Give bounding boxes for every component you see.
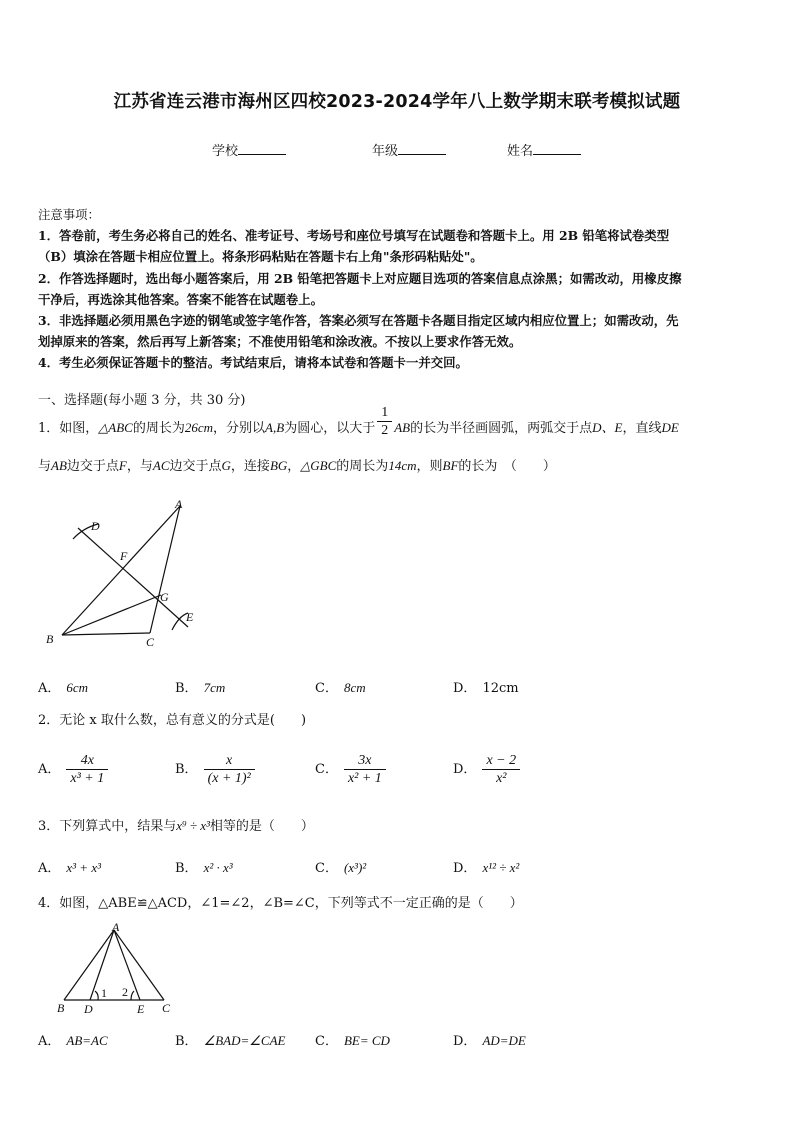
q1-text: 1．如图， — [38, 421, 99, 436]
q3-expression: x⁹ ÷ x³ — [176, 818, 210, 833]
q1-points: D、E — [592, 420, 623, 435]
option-text: (x³)² — [343, 860, 367, 875]
q1-text: ，与 — [126, 459, 153, 474]
option-fraction — [344, 752, 386, 787]
q1-perimeter: 26cm — [184, 420, 214, 435]
school-blank[interactable] — [238, 142, 286, 155]
notes-heading: 注意事项： — [38, 207, 100, 222]
q1-option-d[interactable] — [453, 677, 519, 696]
option-label: A． — [38, 861, 61, 876]
q4-option-a[interactable] — [38, 1030, 108, 1049]
option-text: AB=AC — [66, 1033, 108, 1048]
fraction-numerator: x − 2 — [486, 753, 517, 768]
school-label: 学校 — [212, 144, 239, 159]
angle-1-arc — [95, 991, 98, 1000]
angle-2-arc — [131, 991, 134, 1000]
label-a: A — [175, 497, 183, 511]
option-text: 7cm — [203, 680, 226, 695]
option-label: C． — [315, 681, 338, 696]
label-f: F — [120, 549, 128, 563]
fraction-numerator: 1 — [381, 405, 389, 420]
q4-triangle-figure — [52, 920, 182, 1020]
name-blank[interactable] — [533, 142, 581, 155]
q1-text: 为圆心，以大于 — [284, 421, 376, 436]
option-text: BE= CD — [343, 1033, 390, 1048]
q4-option-c[interactable] — [315, 1030, 390, 1049]
q1-option-c[interactable] — [315, 677, 366, 696]
fraction-denominator: (x + 1)² — [204, 769, 255, 787]
option-text: 6cm — [66, 680, 89, 695]
option-label: D． — [453, 1034, 477, 1049]
label-c: C — [146, 635, 155, 649]
label-e: E — [186, 610, 194, 624]
option-text: x³ + x³ — [66, 860, 101, 875]
q1-point: F — [118, 458, 127, 473]
note-1b: （B）填涂在答题卡相应位置上。将条形码粘贴在答题卡右上角"条形码粘贴处"。 — [38, 249, 483, 265]
q1-text: ，则 — [416, 459, 443, 474]
q1-option-a[interactable] — [38, 677, 88, 696]
fraction-denominator: x² + 1 — [344, 769, 386, 787]
q1-text: ，连接 — [230, 459, 270, 474]
fraction-numerator: x — [226, 753, 233, 768]
option-fraction — [204, 752, 255, 787]
q1-segment: BF — [442, 458, 459, 473]
q1-line1 — [38, 405, 679, 439]
q1-option-b[interactable] — [175, 677, 225, 696]
line-bc — [62, 633, 150, 635]
q1-half-fraction — [377, 404, 392, 439]
label-a: A — [112, 920, 120, 934]
note-3b: 划掉原来的答案，然后再写上新答案；不准使用铅笔和涂改液。不按以上要求作答无效。 — [38, 334, 522, 350]
q2-option-b[interactable] — [175, 752, 255, 787]
q1-line2 — [38, 456, 556, 477]
q1-text: 边交于点 — [169, 459, 222, 474]
option-label: B． — [175, 681, 198, 696]
page-title: 江苏省连云港市海州区四校2023-2024学年八上数学期末联考模拟试题 — [113, 92, 681, 112]
q2-stem: 2．无论 x 取什么数，总有意义的分式是( ) — [38, 713, 307, 728]
option-label: C． — [315, 762, 338, 777]
q3-option-d[interactable] — [453, 857, 519, 876]
option-text: AD=DE — [482, 1033, 526, 1048]
note-4: 4．考生必须保证答题卡的整洁。考试结束后，请将本试卷和答题卡一并交回。 — [38, 355, 468, 371]
fraction-numerator: 3x — [358, 753, 372, 768]
fraction-numerator: 4x — [80, 753, 94, 768]
option-label: A． — [38, 681, 61, 696]
note-2b: 干净后，再选涂其他答案。答案不能答在试题卷上。 — [38, 291, 323, 307]
option-text: 8cm — [343, 680, 366, 695]
q1-segment: AB — [51, 458, 67, 473]
q1-triangle-figure — [38, 492, 208, 657]
q1-segment: AB — [394, 420, 411, 435]
q1-point: G — [221, 458, 231, 473]
label-g: G — [160, 590, 169, 604]
grade-field[interactable] — [372, 140, 446, 159]
line-ac — [150, 506, 180, 633]
q4-option-b[interactable] — [175, 1030, 285, 1049]
q1-text: 的长为半径画圆弧，两弧交于点 — [410, 421, 593, 436]
note-1a: 1．答卷前，考生务必将自己的姓名、准考证号、考场号和座位号填写在试题卷和答题卡上。用 2B 铅笔将试卷类型 — [38, 228, 670, 244]
q1-text: ，分别以 — [213, 421, 266, 436]
line-bg — [62, 595, 161, 635]
option-label: B． — [175, 861, 198, 876]
grade-blank[interactable] — [398, 142, 446, 155]
q3-text: 3．下列算式中，结果与 — [38, 819, 177, 834]
label-b: B — [57, 1001, 65, 1015]
option-text: ∠BAD=∠CAE — [203, 1033, 286, 1048]
q1-text: 的长为 （ ） — [458, 459, 556, 474]
option-label: B． — [175, 762, 198, 777]
line-ab — [62, 506, 180, 635]
q1-segment: BG — [269, 458, 288, 473]
label-e: E — [137, 1002, 145, 1016]
school-field[interactable] — [212, 140, 286, 159]
q2-option-d[interactable] — [453, 752, 520, 787]
option-fraction — [482, 752, 520, 787]
label-c: C — [162, 1001, 171, 1015]
q3-option-b[interactable] — [175, 857, 233, 876]
label-b: B — [46, 632, 54, 646]
q2-option-a[interactable] — [38, 752, 108, 787]
label-d: D — [84, 1002, 93, 1016]
q3-option-c[interactable] — [315, 857, 366, 876]
q1-text: 的周长为 — [336, 459, 389, 474]
q3-stem — [38, 816, 314, 837]
option-label: D． — [453, 762, 477, 777]
option-label: C． — [315, 1034, 338, 1049]
option-label: A． — [38, 1034, 61, 1049]
q2-option-c[interactable] — [315, 752, 386, 787]
q1-segment: AC — [152, 458, 170, 473]
option-label: D． — [453, 681, 477, 696]
notes-block — [38, 204, 760, 374]
note-3a: 3．非选择题必须用黑色字迹的钢笔或签字笔作答，答案必须写在答题卡各题目指定区域内相应位置上；如需改动，先 — [38, 313, 679, 329]
grade-label: 年级 — [372, 144, 399, 159]
q1-text: 边交于点 — [66, 459, 119, 474]
name-label: 姓名 — [507, 144, 534, 159]
q1-triangle: △ABC — [98, 420, 133, 435]
fraction-denominator: x² — [482, 769, 520, 787]
q3-option-a[interactable] — [38, 857, 101, 876]
q3-text: 相等的是（ ） — [209, 819, 314, 834]
q1-triangle: △GBC — [300, 458, 337, 473]
option-label: A． — [38, 762, 61, 777]
option-text: 12cm — [482, 681, 519, 696]
option-text: x² · x³ — [203, 860, 233, 875]
label-angle-1: 1 — [101, 986, 107, 1000]
section-heading: 一、选择题(每小题 3 分，共 30 分) — [38, 393, 246, 408]
option-label: D． — [453, 861, 477, 876]
option-label: C． — [315, 861, 338, 876]
label-angle-2: 2 — [122, 985, 128, 999]
name-field[interactable] — [507, 140, 581, 159]
q1-text: 与 — [38, 459, 52, 474]
note-2a: 2．作答选择题时，选出每小题答案后，用 2B 铅笔把答题卡上对应题目选项的答案信息点涂黑；如需改动，用橡皮擦 — [38, 270, 682, 286]
q1-text: ，直线 — [622, 421, 662, 436]
q1-perimeter: 14cm — [388, 458, 417, 473]
q1-line: DE — [661, 420, 679, 435]
option-text: x¹² ÷ x² — [482, 860, 520, 875]
fraction-denominator: x³ + 1 — [66, 769, 108, 787]
option-label: B． — [175, 1034, 198, 1049]
q1-text: 的周长为 — [132, 421, 185, 436]
q1-text: ， — [287, 459, 301, 474]
option-fraction — [66, 752, 108, 787]
q1-points: A,B — [265, 420, 285, 435]
q4-option-d[interactable] — [453, 1030, 526, 1049]
fraction-denominator: 2 — [377, 421, 392, 439]
label-d: D — [91, 519, 100, 533]
q4-stem: 4．如图，△ABE≌△ACD，∠1=∠2，∠B=∠C，下列等式不一定正确的是（ ） — [38, 896, 523, 911]
